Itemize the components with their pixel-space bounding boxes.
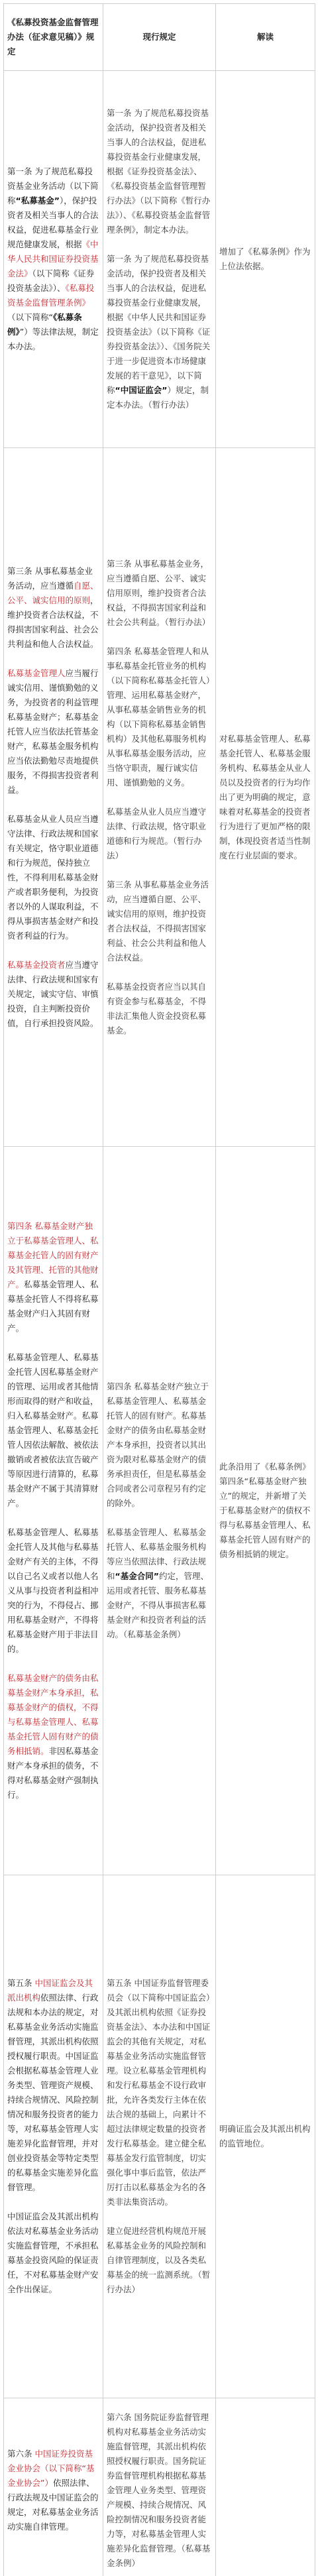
clause-text: 对私募基金管理人、私募基金托管人、私募基金服务机构、私募基金从业人员以及投资者的行为均作出了更为明确的规定，意味着对私募基金的投资者行为进行了更加严格的限制，体现投资者适当性制度在行业层面的要求。: [219, 733, 311, 860]
table-row: [4, 1875, 315, 2398]
clause-text: 依照法律、行政法规及中国证监会的规定，对私募基金业务活动实施自律管理。: [7, 2478, 99, 2532]
header-current-rules: 现行规定: [103, 4, 216, 71]
interpretation-cell: [216, 2398, 315, 2576]
clause-text: （以下简称“: [7, 312, 53, 322]
clause-text: 私募基金从业人员应当遵守法律、行政法规和国家有关规定，恪守职业道德和行为规范，保持独立性，不得利用私募基金财产或者职务便利，为投资者以外的人谋取利益，不得从事损害基金财产和投资者利益的行为。: [7, 813, 99, 941]
table-row: [4, 71, 315, 448]
current-rule-cell: [103, 71, 216, 448]
clause-text: 此条沿用了《私募条例》第四条“私募基金财产独立”的规定，并新增了关于私募基金财产的债权不得与私募基金管理人、私募基金托管人固有财产的债务相抵销的规定。: [219, 1462, 311, 1559]
highlighted-text: 私募基金财产的债务由私募基金财产本身承担，私募基金财产的债权，不得与私募基金管理人、私募基金托管人固有财产的债务相抵销。: [7, 1673, 99, 1756]
highlighted-text: 私募基金管理人: [7, 668, 66, 678]
header-interpretation: 解读: [216, 4, 315, 71]
paragraph-gap: [107, 2209, 212, 2224]
paragraph-gap: [7, 1336, 99, 1350]
paragraph-gap: [7, 652, 99, 666]
clause-text: 私募基金管理人、私募基金托管人不得将私募基金财产归入其固有财产。: [7, 1279, 99, 1333]
highlighted-text: 《中华人民共和国证券投资基金法》: [7, 239, 99, 278]
interpretation-cell: [216, 1875, 315, 2398]
clause-text: 私募基金投资者应当以其自有资金参与私募基金，不得非法汇集他人资金投资私募基金。: [107, 981, 207, 1035]
clause-text: 第五条 中国证券监督管理委员会（以下简称中国证监会）及其派出机构依照《证券投资基金法》、本办法和中国证监会的其他有关规定，对私募基金业务活动实施监督管理。设立私募基金管理机构和发行私募基金不设行政审批，允许各类发行主体在依法合规的基础上，向累计不超过法律规定数量的投资者发行私募基金。建立健全私募基金发行监管制度，切实强化事中事后监管，依法严厉打击以私募基金为名的各类非法集资活动。: [107, 1978, 211, 2207]
interpretation-cell: [216, 448, 315, 1147]
interpretation-cell: [216, 1147, 315, 1875]
comparison-table: [3, 3, 315, 2576]
bold-term: “中国证监会”: [115, 385, 168, 395]
clause-text: 依照法律、行政法规和本办法的规定，对私募基金业务活动实施监督管理，其派出机构依照授权履行职责。中国证监会根据私募基金管理人业务类型、管理资产规模、持续合规情况、风险控制情况和服务投资者的能力等，对私募基金管理人实施差异化监督管理，并对创业投资基金等特定类型的私募基金实施差异化监督管理。: [7, 1993, 99, 2192]
new-rule-cell: [4, 71, 103, 448]
clause-text: 第四条 私募基金财产独立于私募基金管理人、私募基金托管人的固有财产。私募基金财产的债务由私募基金财产本身承担，投资者以其出资为限对私募基金财产的债务承担责任，但是私募基金合同或者公司章程另有约定的除外。: [107, 1381, 209, 1508]
paragraph-gap: [7, 1511, 99, 1525]
clause-text: 第一条 为了规范私募投资基金活动，保护投资者及相关当事人的合法权益，促进私募投资基金行业健康发展，根据《中华人民共和国证券投资基金法》（以下简称《证券投资基金法》）、《国务院关于进一步促进资本市场健康发展的若干意见》，以下简称: [107, 254, 211, 395]
clause-text: 第四条 私募基金管理人和从事私募基金托管业务的机构（以下简称私募基金托管人）管理、运用私募基金财产，从事私募基金销售业务的机构（以下简称私募基金销售机构）及其他私募服务机构从事私募基金服务活动，应当恪守职责，履行诚实信用、谨慎勤勉的义务。: [107, 646, 211, 788]
current-rule-cell: [103, 1875, 216, 2398]
current-rule-cell: [103, 448, 216, 1147]
clause-text: （以下简称《证券投资基金法》）、: [7, 268, 95, 293]
current-rule-cell: [103, 1147, 216, 1875]
current-rule-cell: [103, 2398, 216, 2576]
highlighted-text: 中国证监会及其派出机构: [7, 1978, 93, 2003]
clause-text: 第一条 为了规范私募投资基金活动，保护投资者及相关当事人的合法权益，促进私募投资基金行业健康发展，根据《证券投资基金法》、《私募投资基金监督管理暂行办法》（以下简称《暂行办法》）、《私募投资基金监督管理条例》，制定本办法。: [107, 108, 211, 235]
interpretation-cell: [216, 71, 315, 448]
table-row: [4, 448, 315, 1147]
highlighted-text: 《私募投资基金监督管理条例》: [7, 283, 95, 308]
clause-text: 第六条: [7, 2449, 35, 2459]
paragraph-gap: [7, 943, 99, 958]
clause-text: 应当履行诚实信用、谨慎勤勉的义务，为投资者的利益管理私募基金财产；私募基金托管人应当依法托管基金财产，私募基金服务机构应当依法勤勉尽责地提供服务，不得损害投资者利益。: [7, 668, 99, 795]
paragraph-gap: [7, 2195, 99, 2209]
highlighted-text: 第四条 私募基金财产独立于私募基金管理人、私募基金托管人的固有财产及其管理、托管的其他财产。: [7, 1221, 99, 1289]
clause-text: ”）等法律法规，制定本办法。: [7, 327, 99, 351]
paragraph-gap: [7, 1657, 99, 1671]
clause-text: 应当遵守法律、行政法规和国家有关规定，诚实守信、审慎投资，自主判断投资价值，自行承担投资风险。: [7, 959, 99, 1028]
clause-text: 约定，管理、运用或者托管、服务私募基金财产，不得从事损害私募基金财产和投资者利益的活动。（私募基金条例）: [107, 1571, 209, 1639]
clause-text: 私募基金管理人、私募基金托管人因私募基金财产的管理、运用或者其他情形而取得的财产和收益，归入私募基金财产。私募基金管理人、私募基金托管人因依法解散、被依法撤销或者被依法宣告破产等原因进行清算的，私募基金财产不属于其清算财产。: [7, 1352, 99, 1508]
paragraph-gap: [107, 237, 212, 252]
clause-text: 私募基金管理人、私募基金托管人、私募基金服务机构等应当依照法律、行政法规和: [107, 1527, 207, 1581]
clause-text: 第六条 国务院证券监督管理机构对私募基金业务活动实施监督管理，其派出机构依照授权履行职责。国务院证券监督管理机构根据私募基金管理人业务类型、管理资产规模、持续合规情况、风险控制情况和服务投资者能力等，对私募基金管理人实施差异化监督管理。（私募基金条例）: [107, 2412, 211, 2568]
highlighted-text: 中国证券投资基金业协会（以下简称“基金业协会”）: [7, 2449, 95, 2488]
clause-text: ，维护投资者合法权益，不得损害国家利益、社会公共利益和他人合法权益。: [7, 595, 99, 649]
clause-text: 第一条 为了规范私募投资基金业务活动（以下简称: [7, 166, 99, 205]
clause-text: 非因私募基金财产本身承担的债务，不得对私募基金财产强制执行。: [7, 1746, 99, 1800]
table-row: [4, 2398, 315, 2576]
paragraph-gap: [107, 863, 212, 878]
paragraph-gap: [107, 630, 212, 644]
new-rule-cell: [4, 2398, 103, 2576]
bold-term: “基金合同”: [115, 1571, 159, 1581]
new-rule-cell: [4, 1875, 103, 2398]
table-header-row: [4, 4, 315, 71]
clause-text: 增加了《私募条例》作为上位法依据。: [219, 247, 311, 271]
new-rule-cell: [4, 448, 103, 1147]
paragraph-gap: [7, 797, 99, 812]
new-rule-cell: [4, 1147, 103, 1875]
clause-text: 建立促进经营机构规范开展私募基金业务的风险控制和自律管理制度，以及各类私募基金的统一监测系统。（暂行办法）: [107, 2226, 211, 2294]
clause-text: 私募基金从业人员应当遵守法律、行政法规，恪守职业道德和行为规范。（暂行办法）: [107, 806, 207, 860]
clause-text: 第三条 从事私募基金业务活动，应当遵循自愿、公平、诚实信用的原则，维护投资者合法权益，不得损害国家利益、社会公共利益和他人合法权益。: [107, 879, 209, 963]
clause-text: 第三条 从事私募基金业务，应当遵循自愿、公平、诚实信用原则，维护投资者合法权益，不得损害国家利益和社会公共利益。（暂行办法）: [107, 558, 211, 627]
paragraph-gap: [107, 790, 212, 805]
clause-text: 中国证监会及其派出机构依法对私募基金业务活动实施监督管理，不承担私募基金投资风险的保证责任，不对私募基金财产安全作出保证。: [7, 2211, 99, 2294]
clause-text: 第三条 从事私募基金业务活动，应当遵循: [7, 565, 93, 591]
clause-text: ），保护投资者及相关当事人的合法权益，促进私募基金行业规范健康发展，根据: [7, 196, 99, 249]
highlighted-text: 私募基金投资者: [7, 959, 66, 970]
bold-term: 《私募条例》: [7, 312, 82, 337]
table-row: [4, 1147, 315, 1875]
paragraph-gap: [107, 965, 212, 980]
highlighted-text: 自愿、公平、诚实信用的原则: [7, 580, 99, 605]
paragraph-gap: [107, 1511, 212, 1525]
bold-term: “私募基金”: [15, 196, 60, 205]
clause-text: ）规定，制定本办法。（暂行办法）: [107, 385, 209, 410]
clause-text: 第五条: [7, 1978, 35, 1988]
clause-text: 明确证监会及其派出机构的监管地位。: [219, 2124, 311, 2148]
header-new-rules: 《私募投资基金监督管理办法（征求意见稿）》规定: [4, 4, 103, 71]
clause-text: 私募基金管理人、私募基金托管人及其他与私募基金财产有关的主体，不得以自己名义或者以他人名义从事与投资者利益相冲突的行为，不得侵占、挪用私募基金财产，不得将私募基金财产用于非法目的。: [7, 1527, 99, 1654]
